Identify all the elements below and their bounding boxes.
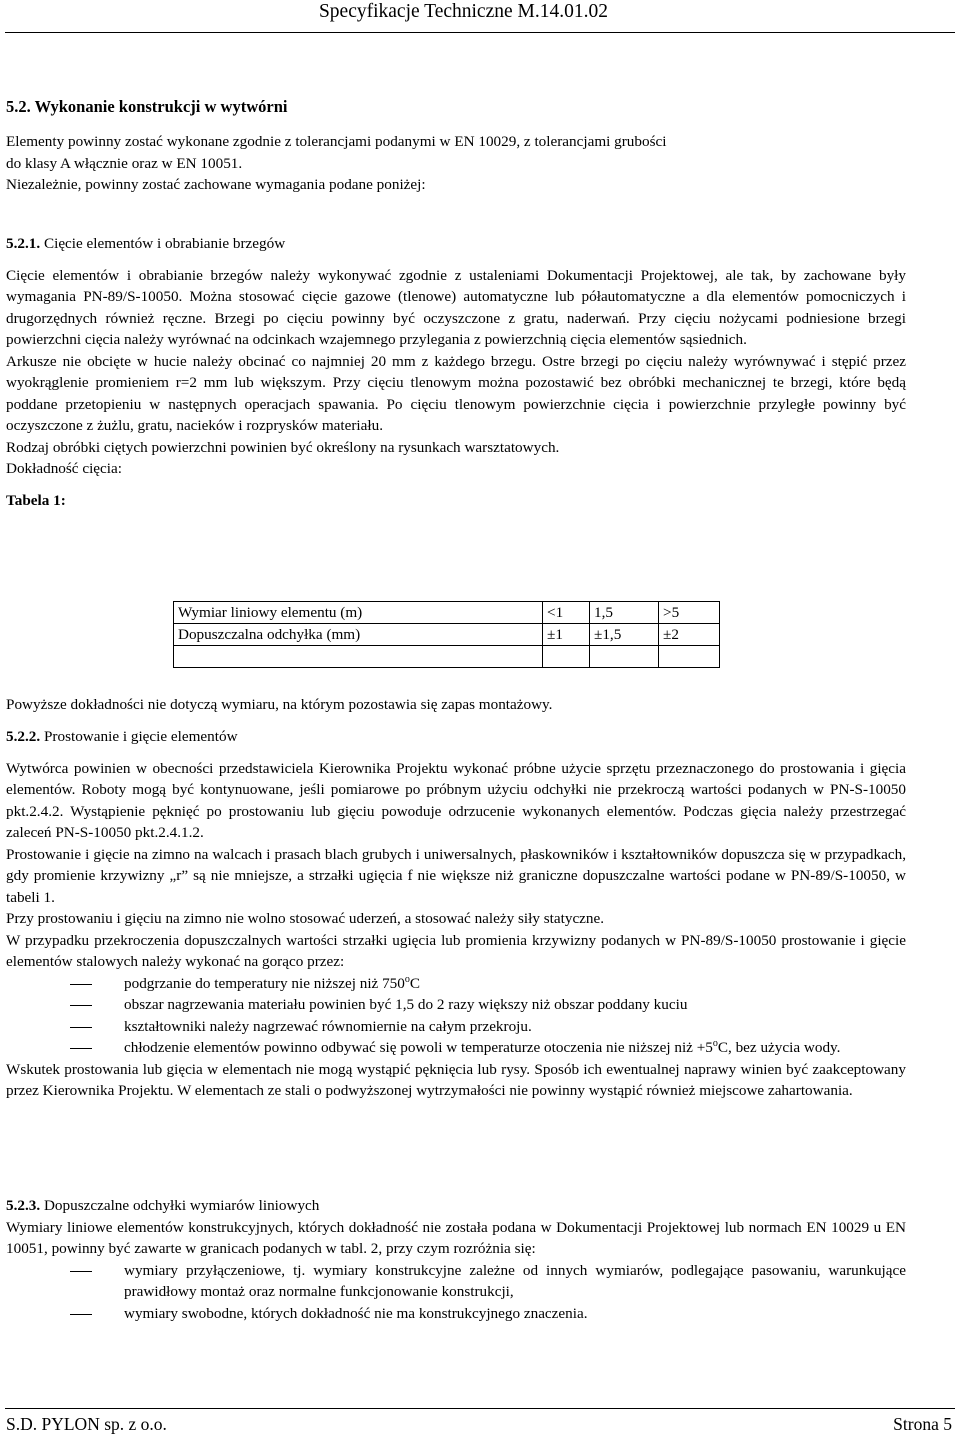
- section-522-number: 5.2.2.: [6, 728, 41, 745]
- bullet-item: wymiary swobodne, których dokładność nie ma konstrukcyjnego znaczenia.: [6, 1303, 906, 1325]
- section-522: [6, 726, 906, 1102]
- degree-superscript: o: [712, 1038, 718, 1049]
- section-523-heading: [6, 1195, 906, 1217]
- document-title: Specyfikacje Techniczne M.14.01.02: [318, 1, 608, 22]
- section-521-paragraph-1: Cięcie elementów i obrabianie brzegów należy wykonywać zgodnie z ustaleniami Dokumentacji Projektowej, ale tak, by zachowane były wymagania PN-89/S-10050. Można stosować cięcie gazowe (tlenowe) automatyczne lub półautomatyczne a dla elementów pomocniczych i drugorzędnych również ręczne. Brzegi po cięciu powinny być oczyszczone z gratu, naderwań. Przy cięciu nożycami podniesione brzegi powierzchni cięcia należy wyrównać na odcinkach wzajemnego przylegania z powierzchnią cięcia elementów sąsiednich.: [6, 266, 906, 348]
- section-523-number: 5.2.3.: [6, 1197, 41, 1214]
- section-522-heading: [6, 726, 906, 748]
- section-522-paragraph-2: Prostowanie i gięcie na zimno na walcach i prasach blach grubych i uniwersalnych, płaskowników i kształtowników dopuszcza się w przypadkach, gdy promienie krzywizny „r” są nie mniejsze, a strzałki ugięcia f nie większe niż graniczne dopuszczalne wartości podane w PN-89/S-10050, w tabeli 1.: [6, 845, 906, 906]
- degree-superscript: o: [404, 973, 410, 985]
- footer-rule: [5, 1408, 955, 1409]
- table-cell: [590, 646, 659, 668]
- section-521-number: 5.2.1.: [6, 235, 41, 252]
- section-523-paragraph-1: Wymiary liniowe elementów konstrukcyjnych, których dokładność nie została podana w Dokumentacji Projektowej lub normach EN 10029 u EN 10051, powinny być zawarte w granicach podanych w tabl. 2, przy czym rozróżnia się:: [6, 1218, 906, 1257]
- section-522-paragraph-5: Wskutek prostowania lub gięcia w elementach nie mogą wystąpić pęknięcia lub rysy. Sposób ich ewentualnej naprawy winien być zaakceptowany przez Kierownika Projektu. W elementach ze stali o podwyższonej wytrzymałości nie powinny wystąpić również miejscowe zahartowania.: [6, 1060, 906, 1099]
- section-521-paragraph-4: Dokładność cięcia:: [6, 460, 122, 477]
- bullet-item: obszar nagrzewania materiału powinien być 1,5 do 2 razy większy niż obszar poddany kuciu: [6, 994, 906, 1016]
- bullet-item: [6, 973, 906, 995]
- section-heading: 5.2. Wykonanie konstrukcji w wytwórni: [6, 97, 288, 116]
- bullet-item: kształtowniki należy nagrzewać równomiernie na całym przekroju.: [6, 1016, 906, 1038]
- intro-line-2: do klasy A włącznie oraz w EN 10051.: [6, 154, 243, 172]
- header-rule: [5, 32, 955, 33]
- table-cell: <1: [543, 602, 590, 624]
- section-521-paragraph-2: Arkusze nie obcięte w hucie należy obcinać co najmniej 20 mm z każdego brzegu. Ostre brzegi po cięciu należy wyrównywać i stępić przez wyokrąglenie promieniem r=2 mm lub większym. Przy cięciu tlenowym można pozostawić bez obróbki mechanicznej te brzegi, które będą poddane przetopieniu w następnych operacjach spawania. Po cięciu tlenowym powierzchnie cięcia i powierzchnie przyległe powinny być oczyszczone z żużlu, gratu, nacieków i rozprysków materiału.: [6, 352, 906, 434]
- table-cell: [174, 646, 543, 668]
- intro-line-3: Niezależnie, powinny zostać zachowane wymagania podane poniżej:: [6, 176, 426, 193]
- section-523: [6, 1195, 906, 1324]
- bullet-text-unit: C: [409, 974, 421, 992]
- after-table-note: [6, 694, 906, 716]
- bullet-text: podgrzanie do temperatury nie niższej niż 750: [124, 974, 405, 992]
- section-521-heading: [6, 233, 906, 255]
- table-row: [174, 624, 720, 646]
- table-row: [174, 602, 720, 624]
- intro-block: [6, 131, 906, 196]
- table-label-text: Tabela 1:: [6, 491, 66, 509]
- footer-page-number: Strona 5: [893, 1414, 952, 1434]
- footer-company: S.D. PYLON sp. z o.o.: [6, 1414, 167, 1434]
- section-521: [6, 233, 906, 511]
- section-523-title: Dopuszczalne odchyłki wymiarów liniowych: [40, 1197, 320, 1214]
- bullet-item: wymiary przyłączeniowe, tj. wymiary konstrukcyjne zależne od innych wymiarów, podlegające pasowaniu, warunkujące prawidłowy montaż oraz normalne funkcjonowanie konstrukcji,: [6, 1260, 906, 1303]
- section-522-title: Prostowanie i gięcie elementów: [40, 728, 238, 745]
- table-cell: Dopuszczalna odchyłka (mm): [174, 624, 543, 646]
- bullet-text-unit: C, bez użycia wody.: [717, 1039, 841, 1056]
- after-table-text: Powyższe dokładności nie dotyczą wymiaru, na którym pozostawia się zapas montażowy.: [6, 696, 553, 713]
- table-cell: ±1: [543, 624, 590, 646]
- table-cell: [659, 646, 720, 668]
- table-cell: Wymiar liniowy elementu (m): [174, 602, 543, 624]
- table-cell: [543, 646, 590, 668]
- tolerance-table: [173, 601, 720, 668]
- bullet-item: [6, 1037, 906, 1059]
- table-cell: ±1,5: [590, 624, 659, 646]
- section-521-paragraph-3: Rodzaj obróbki ciętych powierzchni powinien być określony na rysunkach warsztatowych.: [6, 438, 560, 456]
- section-522-paragraph-3: Przy prostowaniu i gięciu na zimno nie wolno stosować uderzeń, a stosować należy siły statyczne.: [6, 910, 605, 927]
- section-522-paragraph-4: W przypadku przekroczenia dopuszczalnych wartości strzałki ugięcia lub promienia krzywizny podanych w PN-89/S-10050 prostowanie i gięcie elementów stalowych należy wykonać na gorąco przez:: [6, 931, 906, 970]
- page-header: [0, 0, 960, 38]
- bullet-text: chłodzenie elementów powinno odbywać się powoli w temperaturze otoczenia nie niższej niż +5: [124, 1039, 713, 1056]
- table-cell: 1,5: [590, 602, 659, 624]
- table-row: [174, 646, 720, 668]
- table-label: [6, 490, 906, 512]
- section-521-title: Cięcie elementów i obrabianie brzegów: [40, 235, 286, 252]
- section-522-paragraph-1: Wytwórca powinien w obecności przedstawiciela Kierownika Projektu wykonać próbne użycie sprzętu przeznaczonego do prostowania i gięcia elementów. Roboty mogą być kontynuowane, jeśli pomiarowe po próbnym użyciu odchyłki nie przekroczą wartości podanych w PN-S-10050 pkt.2.4.2. Wystąpienie pęknięć po prostowaniu lub gięciu powoduje odrzucenie wykonanych elementów. Podczas gięcia należy przestrzegać zaleceń PN-S-10050 pkt.2.4.1.2.: [6, 759, 906, 841]
- table-cell: >5: [659, 602, 720, 624]
- table-cell: ±2: [659, 624, 720, 646]
- intro-line-1: Elementy powinny zostać wykonane zgodnie z tolerancjami podanymi w EN 10029, z tolerancjami grubości: [6, 133, 667, 150]
